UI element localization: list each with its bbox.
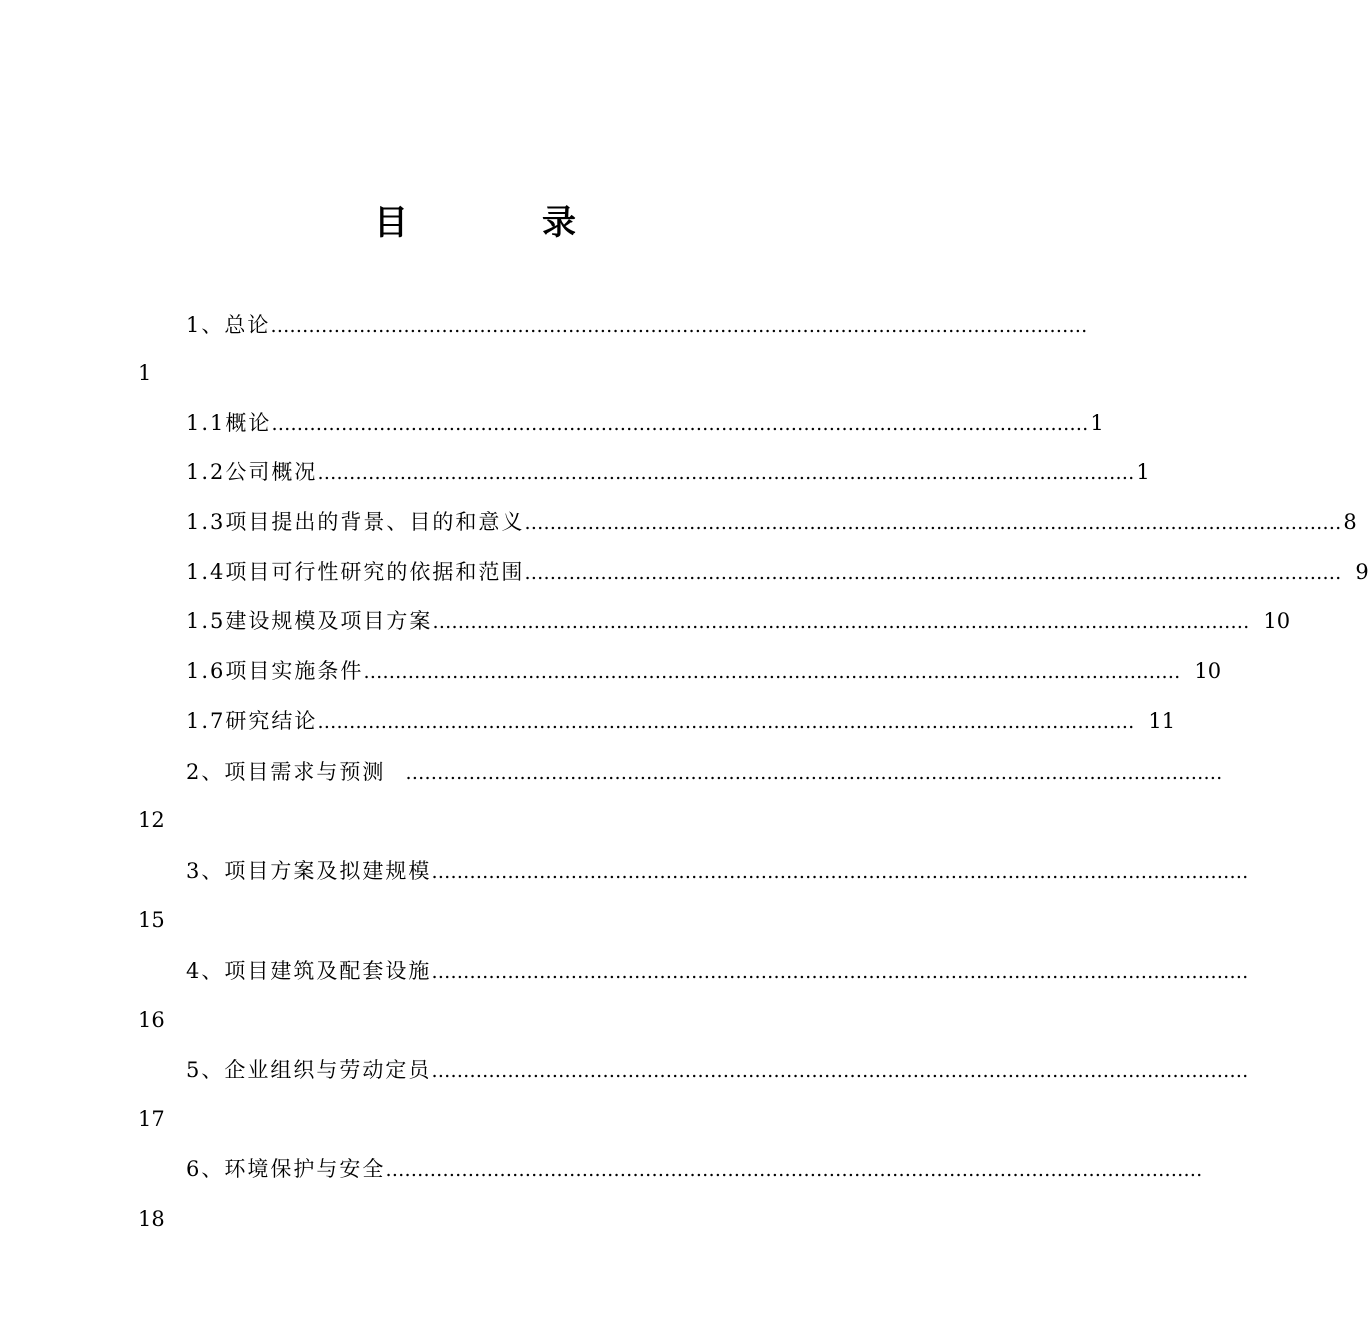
dot-leader: …………………………………………………………………………………………………………………	[405, 762, 1223, 784]
toc-entry-label: 3、项目方案及拟建规模	[186, 859, 432, 883]
dot-leader: …………………………………………………………………………………………………………………	[271, 413, 1089, 435]
toc-entry-2[interactable]	[186, 756, 1223, 788]
toc-entry-label: 5、企业组织与劳动定员	[186, 1058, 432, 1082]
toc-entry-label: 4、项目建筑及配套设施	[186, 959, 432, 983]
toc-entry-label: 1.1概论	[186, 411, 272, 435]
toc-entry-page: 17	[138, 1107, 165, 1131]
toc-entry-6[interactable]	[186, 1153, 1203, 1185]
toc-entry-page: 1	[1136, 460, 1150, 484]
toc-entry-1-6[interactable]	[186, 655, 1222, 687]
dot-leader: …………………………………………………………………………………………………………………	[385, 1159, 1203, 1181]
toc-entry-1-3[interactable]	[186, 506, 1357, 538]
toc-entry-4[interactable]	[186, 955, 1249, 987]
toc-entry-label: 1.6项目实施条件	[186, 659, 364, 683]
toc-entry-page: 9	[1355, 560, 1369, 584]
toc-entry-1-1[interactable]	[186, 407, 1104, 439]
toc-entry-page: 10	[1263, 609, 1291, 633]
toc-entry-label: 1.5建设规模及项目方案	[186, 609, 433, 633]
page-title: 目 录	[374, 203, 626, 243]
toc-entry-page: 11	[1148, 709, 1176, 733]
toc-entry-page: 1	[138, 361, 152, 385]
dot-leader: …………………………………………………………………………………………………………………	[524, 562, 1342, 584]
toc-entry-3[interactable]	[186, 855, 1249, 887]
toc-entry-5[interactable]	[186, 1054, 1249, 1086]
dot-leader: …………………………………………………………………………………………………………………	[317, 711, 1135, 733]
toc-entry-page: 1	[1090, 411, 1104, 435]
dot-leader: …………………………………………………………………………………………………………………	[524, 512, 1342, 534]
toc-entry-1-7[interactable]	[186, 705, 1176, 737]
dot-leader: …………………………………………………………………………………………………………………	[431, 961, 1249, 983]
dot-leader: …………………………………………………………………………………………………………………	[431, 861, 1249, 883]
dot-leader: …………………………………………………………………………………………………………………	[431, 1060, 1249, 1082]
toc-entry-label: 1.4项目可行性研究的依据和范围	[186, 560, 525, 584]
toc-entry-label: 1.7研究结论	[186, 709, 318, 733]
toc-entry-label: 1.3项目提出的背景、目的和意义	[186, 510, 525, 534]
toc-entry-label: 6、环境保护与安全	[186, 1157, 386, 1181]
dot-leader: …………………………………………………………………………………………………………………	[432, 611, 1250, 633]
toc-entry-1-4[interactable]	[186, 556, 1369, 588]
toc-entry-1[interactable]	[186, 309, 1088, 341]
toc-entry-label: 2、项目需求与预测	[186, 760, 386, 784]
toc-entry-label: 1.2公司概况	[186, 460, 318, 484]
toc-entry-1-5[interactable]	[186, 605, 1291, 637]
toc-entry-page: 16	[138, 1008, 165, 1032]
dot-leader: …………………………………………………………………………………………………………………	[363, 661, 1181, 683]
toc-entry-1-2[interactable]	[186, 456, 1150, 488]
toc-entry-label: 1、总论	[186, 313, 271, 337]
toc-entry-page: 18	[138, 1207, 165, 1231]
toc-entry-page: 12	[138, 808, 165, 832]
toc-entry-page: 10	[1194, 659, 1222, 683]
toc-entry-page: 8	[1343, 510, 1357, 534]
dot-leader: …………………………………………………………………………………………………………………	[270, 315, 1088, 337]
dot-leader: …………………………………………………………………………………………………………………	[317, 462, 1135, 484]
toc-entry-page: 15	[138, 908, 165, 932]
